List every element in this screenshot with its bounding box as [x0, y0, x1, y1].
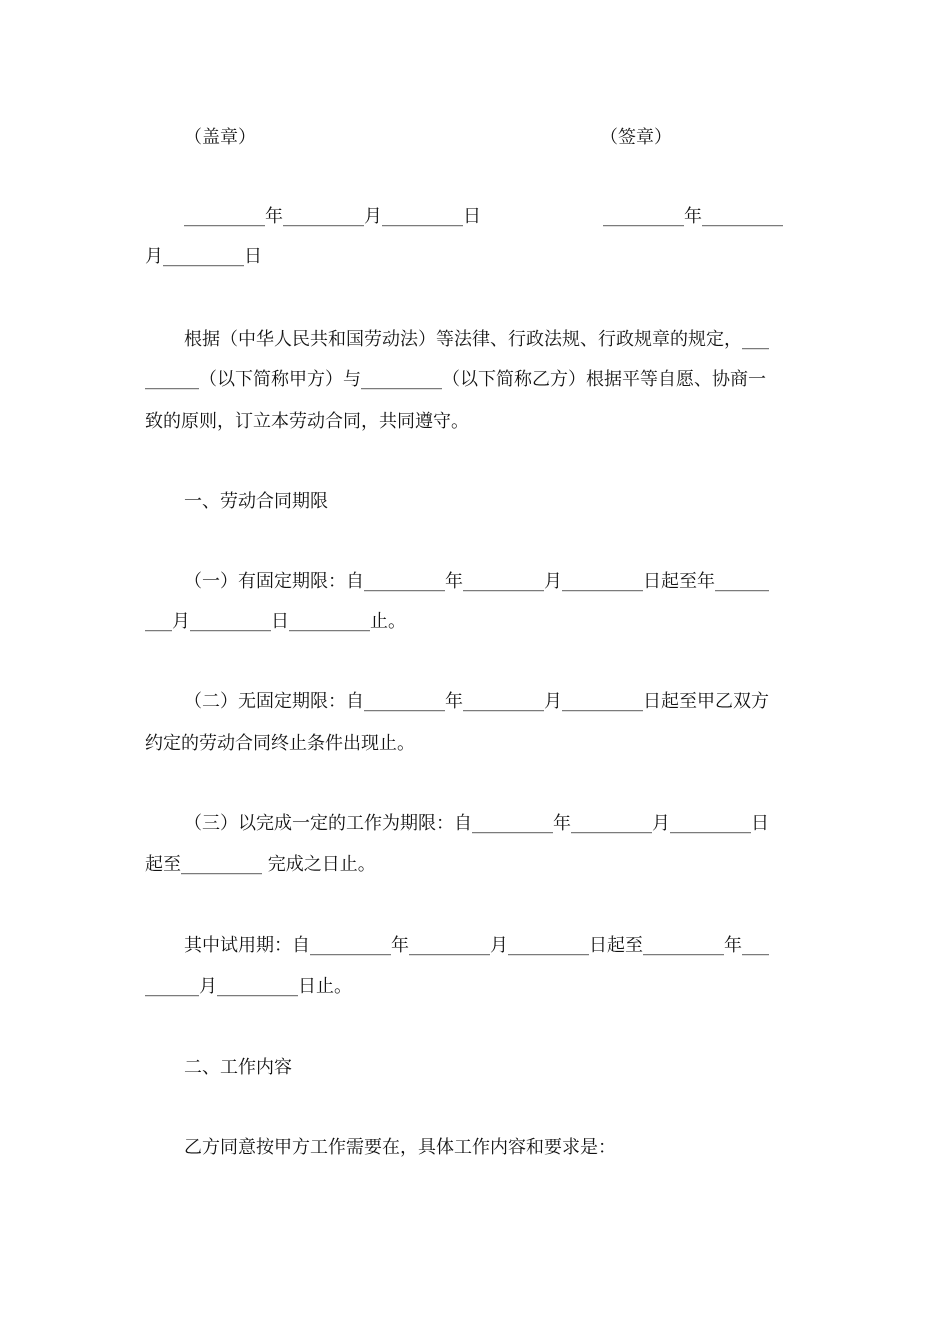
section-2-heading: 二、工作内容	[184, 1057, 292, 1078]
intro-line-1: 根据（中华人民共和国劳动法）等法律、行政法规、行政规章的规定，___	[184, 329, 769, 350]
term-task-line-1: （三）以完成一定的工作为期限：自_________年_________月_________日	[184, 813, 769, 834]
term-open-line-2: 约定的劳动合同终止条件出现止。	[145, 733, 415, 754]
intro-line-3: 致的原则，订立本劳动合同，共同遵守。	[145, 411, 469, 432]
date-line-right: _________年_________	[603, 206, 783, 227]
intro-line-2: ______（以下简称甲方）与_________（以下简称乙方）根据平等自愿、协商一	[145, 369, 766, 390]
seal-label-right: （签章）	[600, 127, 672, 148]
date-line-left: _________年_________月_________日	[184, 206, 481, 227]
term-task-line-2: 起至_________ 完成之日止。	[145, 854, 376, 875]
seal-label-left: （盖章）	[184, 127, 256, 148]
term-open-line-1: （二）无固定期限：自_________年_________月_________日起至甲乙双方	[184, 691, 769, 712]
term-fixed-line-2: ___月_________日_________止。	[145, 611, 406, 632]
work-content-text: 乙方同意按甲方工作需要在，具体工作内容和要求是：	[184, 1137, 616, 1158]
term-fixed-line-1: （一）有固定期限：自_________年_________月_________日起至年______	[184, 571, 769, 592]
section-1-heading: 一、劳动合同期限	[184, 491, 328, 512]
probation-line-1: 其中试用期：自_________年_________月_________日起至_________年___	[184, 935, 769, 956]
date-line-continued: 月_________日	[145, 246, 262, 267]
probation-line-2: ______月_________日止。	[145, 976, 352, 997]
